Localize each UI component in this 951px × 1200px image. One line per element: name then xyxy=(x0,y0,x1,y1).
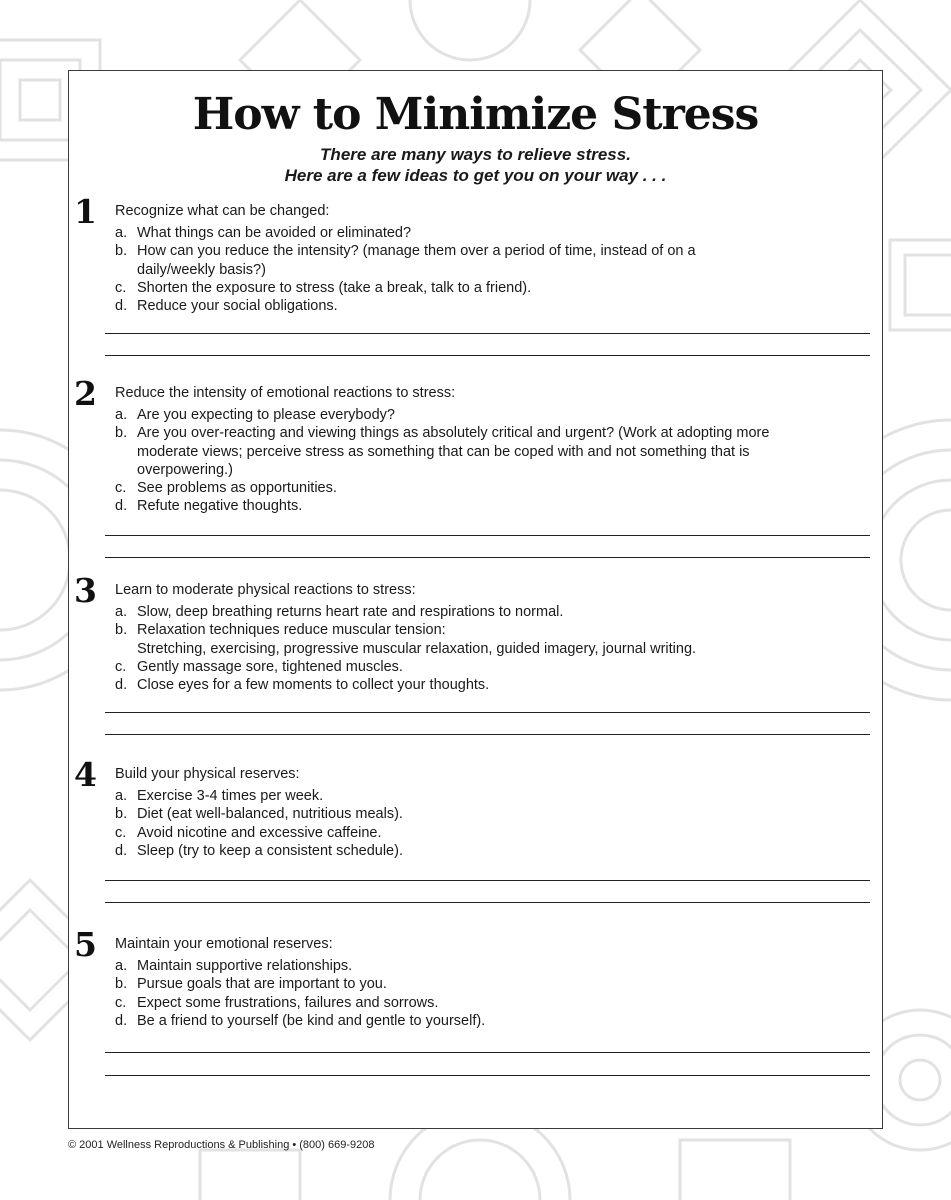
writing-line[interactable] xyxy=(105,880,870,881)
list-item: c. Gently massage sore, tightened muscles. xyxy=(115,658,403,675)
item-list xyxy=(115,603,775,694)
subtitle xyxy=(69,144,882,186)
list-item: c. Shorten the exposure to stress (take a break, talk to a friend). xyxy=(115,279,532,296)
page-title: How to Minimize Stress xyxy=(192,89,759,140)
writing-line[interactable] xyxy=(105,1052,870,1053)
item-list xyxy=(115,224,775,315)
item-list xyxy=(115,787,775,860)
list-item: b. Relaxation techniques reduce muscular tension: Stretching, exercising, progressive muscular relaxation, guided imagery, journal writing. xyxy=(115,622,697,657)
section-heading: Maintain your emotional reserves: xyxy=(115,936,333,952)
list-item: b. Diet (eat well-balanced, nutritious meals). xyxy=(115,806,403,823)
section-number: 4 xyxy=(74,755,97,794)
list-item: c. Avoid nicotine and excessive caffeine. xyxy=(115,824,382,841)
worksheet-page xyxy=(68,70,883,1129)
subtitle-line-2: Here are a few ideas to get you on your way . . . xyxy=(284,166,667,185)
item-list xyxy=(115,406,775,516)
list-item: b. How can you reduce the intensity? (manage them over a period of time, instead of on a daily/weekly basis?) xyxy=(115,243,696,278)
list-item: a. Slow, deep breathing returns heart rate and respirations to normal. xyxy=(115,604,564,620)
writing-line[interactable] xyxy=(105,557,870,558)
subtitle-line-1: There are many ways to relieve stress. xyxy=(320,145,631,164)
list-item: d. Refute negative thoughts. xyxy=(115,498,303,515)
section-heading: Build your physical reserves: xyxy=(115,766,300,782)
list-item: d. Sleep (try to keep a consistent schedule). xyxy=(115,842,403,859)
list-item: c. See problems as opportunities. xyxy=(115,480,337,497)
section-number: 3 xyxy=(74,571,97,610)
section-heading: Learn to moderate physical reactions to stress: xyxy=(115,582,416,598)
writing-line[interactable] xyxy=(105,902,870,903)
writing-line[interactable] xyxy=(105,712,870,713)
list-item: b. Are you over-reacting and viewing things as absolutely critical and urgent? (Work at adopting more moderate views; perceive stress as something that can be coped with and not something that is overpowering.) xyxy=(115,425,770,478)
list-item: c. Expect some frustrations, failures and sorrows. xyxy=(115,994,439,1011)
item-list xyxy=(115,957,775,1030)
list-item: a. Exercise 3-4 times per week. xyxy=(115,788,324,804)
list-item: d. Reduce your social obligations. xyxy=(115,298,338,315)
section-number: 2 xyxy=(74,374,97,413)
list-item: a. Maintain supportive relationships. xyxy=(115,958,353,974)
section-number: 1 xyxy=(74,192,97,231)
writing-line[interactable] xyxy=(105,734,870,735)
writing-line[interactable] xyxy=(105,355,870,356)
list-item: d. Close eyes for a few moments to collect your thoughts. xyxy=(115,677,490,694)
list-item: a. Are you expecting to please everybody? xyxy=(115,407,395,423)
list-item: a. What things can be avoided or eliminated? xyxy=(115,225,412,241)
section-number: 5 xyxy=(74,925,97,964)
writing-line[interactable] xyxy=(105,1075,870,1076)
section-heading: Reduce the intensity of emotional reactions to stress: xyxy=(115,385,456,401)
section-heading: Recognize what can be changed: xyxy=(115,203,330,219)
list-item: d. Be a friend to yourself (be kind and gentle to yourself). xyxy=(115,1012,486,1029)
list-item: b. Pursue goals that are important to you. xyxy=(115,976,387,993)
writing-line[interactable] xyxy=(105,535,870,536)
writing-line[interactable] xyxy=(105,333,870,334)
copyright-footer: © 2001 Wellness Reproductions & Publishing • (800) 669-9208 xyxy=(68,1139,375,1151)
